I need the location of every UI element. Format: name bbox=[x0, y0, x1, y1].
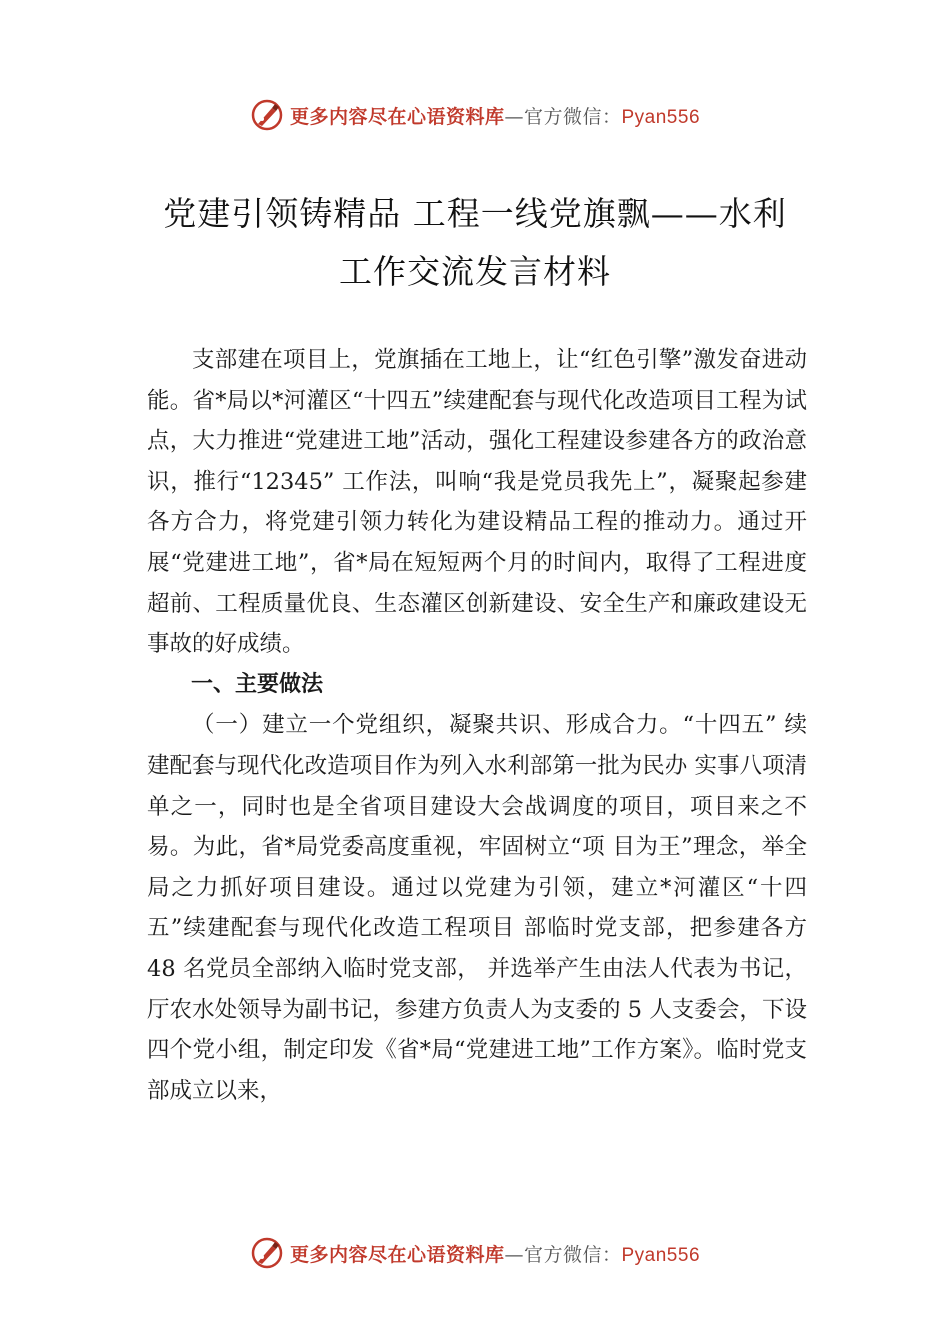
banner-text bbox=[290, 1240, 700, 1267]
pen-logo-icon bbox=[250, 1236, 284, 1270]
banner-main-text: 更多内容尽在心语资料库 bbox=[289, 1243, 505, 1266]
title-line-1: 党建引领铸精品 工程一线党旗飘——水利 bbox=[163, 194, 787, 233]
top-banner bbox=[0, 95, 950, 135]
banner-dash: — bbox=[504, 105, 524, 128]
section-heading-1: 一、主要做法 bbox=[191, 671, 324, 697]
banner-wechat-label: 官方微信： bbox=[523, 1243, 622, 1266]
intro-paragraph: 支部建在项目上，党旗插在工地上，让“红色引擎”激发奋进动能。省*局以*河灌区“十四五”续建配套与现代化改造项目工程为试点，大力推进“党建进工地”活动，强化工程建设参建各方的政治意识，推行“12345” 工作法，叫响“我是党员我先上”，凝聚起参建各方合力，将党建引领力转化为建设精品工程的推动力。通过开展“党建进工地”，省*局在短短两个月的时间内，取得了工程进度超前、工程质量优良、生态灌区创新建设、安全生产和廉政建设无事故的好成绩。 bbox=[147, 347, 807, 658]
banner-dash: — bbox=[504, 1243, 524, 1266]
banner-text bbox=[290, 102, 700, 129]
document-title bbox=[120, 185, 830, 301]
banner-wechat-id: Pyan556 bbox=[621, 1244, 701, 1266]
pen-logo-icon bbox=[250, 98, 284, 132]
bottom-banner bbox=[0, 1233, 950, 1273]
title-line-2: 工作交流发言材料 bbox=[339, 252, 611, 291]
banner-wechat-label: 官方微信： bbox=[523, 105, 622, 128]
section-1-paragraph: （一）建立一个党组织，凝聚共识、形成合力。“十四五” 续建配套与现代化改造项目作为列入水利部第一批为民办 实事八项清单之一，同时也是全省项目建设大会战调度的项目，项目来之不易。为此，省*局党委高度重视，牢固树立“项 目为王”理念，举全局之力抓好项目建设。通过以党建为引领，建立*河灌区“十四五”续建配套与现代化改造工程项目 部临时党支部，把参建各方 48 名党员全部纳入临时党支部， 并选举产生由法人代表为书记，厅农水处领导为副书记，参建方负责人为支委的 5 人支委会，下设四个党小组，制定印发《省*局“党建进工地”工作方案》。临时党支部成立以来， bbox=[147, 712, 807, 1104]
banner-wechat-id: Pyan556 bbox=[621, 106, 701, 128]
banner-main-text: 更多内容尽在心语资料库 bbox=[289, 105, 505, 128]
document-body bbox=[147, 340, 807, 1111]
